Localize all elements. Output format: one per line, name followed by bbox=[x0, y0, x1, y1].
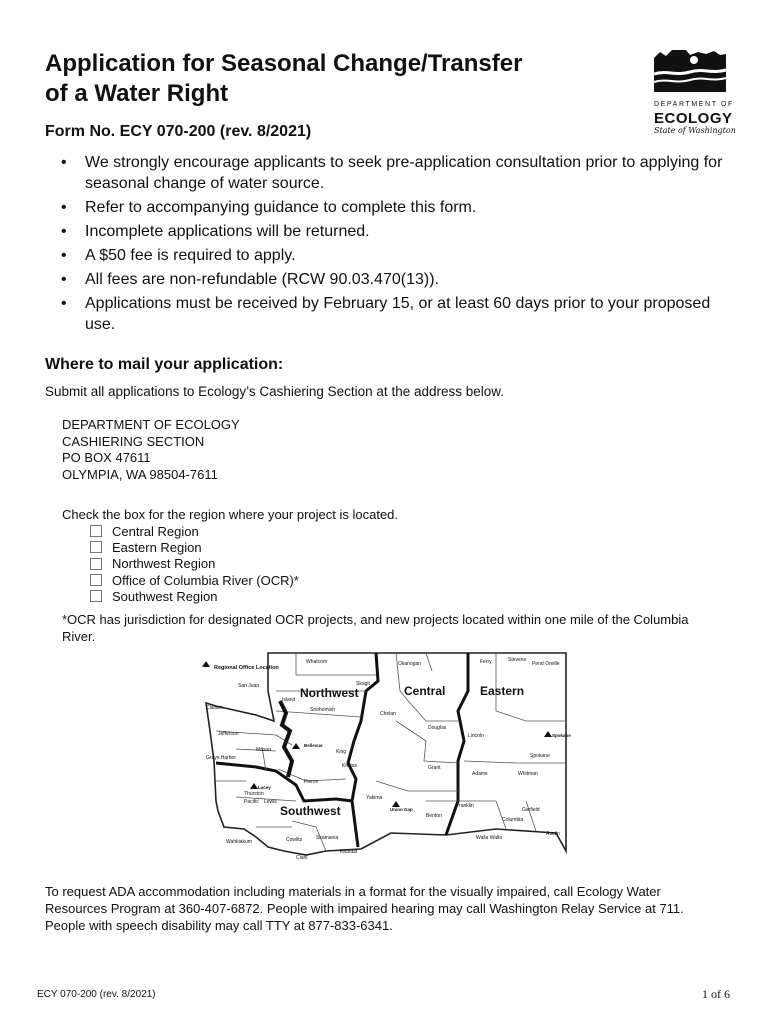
county-label: Stevens bbox=[508, 657, 527, 663]
county-label: Wahkiakum bbox=[226, 839, 252, 845]
mailing-heading: Where to mail your application: bbox=[45, 356, 284, 373]
county-label: Cowlitz bbox=[286, 837, 303, 843]
county-label: Franklin bbox=[456, 803, 474, 809]
ocr-checkbox[interactable] bbox=[90, 574, 102, 586]
city-label: Union Gap bbox=[390, 807, 413, 812]
city-label: Bellevue bbox=[304, 743, 323, 748]
county-label: Snohomish bbox=[310, 707, 336, 713]
address-line: OLYMPIA, WA 98504-7611 bbox=[62, 466, 218, 482]
region-option-eastern[interactable] bbox=[90, 539, 299, 555]
county-label: Benton bbox=[426, 813, 442, 819]
title-line-2: of a Water Right bbox=[45, 80, 229, 107]
region-prompt: Check the box for the region where your project is located. bbox=[62, 507, 399, 522]
county-label: Lincoln bbox=[468, 733, 484, 739]
footer-form-reference: ECY 070-200 (rev. 8/2021) bbox=[37, 989, 156, 1000]
logo-state-text: State of Washington bbox=[654, 126, 736, 135]
county-label: Skagit bbox=[356, 681, 370, 687]
county-label: Grays Harbor bbox=[206, 755, 237, 761]
region-checkbox-group bbox=[90, 523, 299, 604]
address-line: CASHIERING SECTION bbox=[62, 433, 205, 449]
central-region-checkbox[interactable] bbox=[90, 525, 102, 537]
county-label: Mason bbox=[256, 747, 272, 753]
county-label: Spokane bbox=[530, 753, 550, 759]
region-label: Northwest Region bbox=[112, 556, 216, 572]
county-label: Skamania bbox=[316, 835, 339, 841]
region-label: Eastern Region bbox=[112, 539, 202, 555]
county-label: Whitman bbox=[518, 771, 538, 777]
region-label-eastern: Eastern bbox=[480, 684, 525, 698]
eastern-region-checkbox[interactable] bbox=[90, 541, 102, 553]
mailing-address bbox=[62, 417, 240, 483]
county-label: Clark bbox=[296, 855, 308, 861]
mailing-instruction: Submit all applications to Ecology’s Cashiering Section at the address below. bbox=[45, 384, 505, 399]
instruction-item: • Incomplete applications will be returned. bbox=[45, 221, 725, 242]
ocr-footnote: *OCR has jurisdiction for designated OCR projects, and new projects located within one mile of the Columbia River. bbox=[62, 612, 689, 644]
instruction-item: • We strongly encourage applicants to seek pre-application consultation prior to applying for seasonal change of water source. bbox=[45, 152, 725, 194]
form-number: Form No. ECY 070-200 (rev. 8/2021) bbox=[45, 123, 312, 140]
county-label: Asotin bbox=[546, 831, 560, 837]
logo-department-text: DEPARTMENT OF bbox=[654, 101, 734, 108]
county-label: Grant bbox=[428, 765, 441, 771]
county-label: Douglas bbox=[428, 725, 447, 731]
page-title bbox=[45, 49, 605, 109]
address-line: DEPARTMENT OF ECOLOGY bbox=[62, 417, 240, 432]
northwest-region-checkbox[interactable] bbox=[90, 558, 102, 570]
county-label: Pend Oreille bbox=[532, 661, 560, 667]
page-number: 1 of 6 bbox=[702, 987, 730, 1001]
region-option-ocr[interactable] bbox=[90, 572, 299, 588]
county-label: Walla Walla bbox=[476, 835, 503, 841]
region-label: Central Region bbox=[112, 523, 199, 539]
region-label-southwest: Southwest bbox=[280, 804, 341, 818]
logo-ecology-text: ECOLOGY bbox=[654, 110, 733, 127]
city-label: Spokane bbox=[552, 733, 571, 738]
county-label: San Juan bbox=[238, 683, 260, 689]
county-label: Kittitas bbox=[342, 763, 358, 769]
region-label-northwest: Northwest bbox=[300, 686, 359, 700]
region-option-central[interactable] bbox=[90, 523, 299, 539]
county-label: King bbox=[336, 749, 347, 755]
county-label: Chelan bbox=[380, 711, 396, 717]
region-label: Office of Columbia River (OCR)* bbox=[112, 572, 299, 588]
county-label: Adams bbox=[472, 771, 488, 777]
instruction-item: • Applications must be received by February 15, or at least 60 days prior to your proposed use. bbox=[45, 293, 725, 335]
instruction-item: • Refer to accompanying guidance to complete this form. bbox=[45, 197, 725, 218]
region-option-northwest[interactable] bbox=[90, 556, 299, 572]
map-legend-label: Regional Office Location bbox=[214, 665, 279, 671]
county-label: Island bbox=[282, 697, 296, 703]
county-label: Pacific bbox=[244, 799, 259, 805]
county-label: Okanogan bbox=[398, 661, 422, 667]
title-line-1: Application for Seasonal Change/Transfer bbox=[45, 50, 523, 77]
county-label: Jefferson bbox=[218, 731, 239, 737]
address-line: PO BOX 47611 bbox=[62, 450, 151, 465]
county-label: Garfield bbox=[522, 807, 540, 813]
county-label: Ferry bbox=[480, 659, 492, 665]
county-label: Thurston bbox=[244, 791, 264, 797]
washington-regions-map bbox=[196, 651, 576, 871]
office-marker-legend bbox=[202, 661, 210, 667]
county-label: Clallam bbox=[206, 705, 223, 711]
region-option-southwest[interactable] bbox=[90, 588, 299, 604]
county-label: Klickitat bbox=[340, 849, 358, 855]
instruction-item: • All fees are non-refundable (RCW 90.03.470(13)). bbox=[45, 269, 725, 290]
county-label: Lewis bbox=[264, 799, 277, 805]
region-label: Southwest Region bbox=[112, 588, 218, 604]
county-label: Pierce bbox=[304, 779, 319, 785]
instructions-list bbox=[45, 152, 725, 338]
ada-accommodation-notice: To request ADA accommodation including materials in a format for the visually impaired, call Ecology Water Resources Program at 360-407-6872. People with impaired hearing may call Washington Relay Service at 711. People with speech disability may call TTY at 877-833-6341. bbox=[45, 884, 684, 933]
city-label: Lacey bbox=[258, 785, 271, 790]
county-label: Whatcom bbox=[306, 659, 328, 665]
region-label-central: Central bbox=[404, 684, 446, 698]
county-label: Columbia bbox=[502, 817, 524, 823]
southwest-region-checkbox[interactable] bbox=[90, 590, 102, 602]
county-label: Yakima bbox=[366, 795, 383, 801]
instruction-item: • A $50 fee is required to apply. bbox=[45, 245, 725, 266]
